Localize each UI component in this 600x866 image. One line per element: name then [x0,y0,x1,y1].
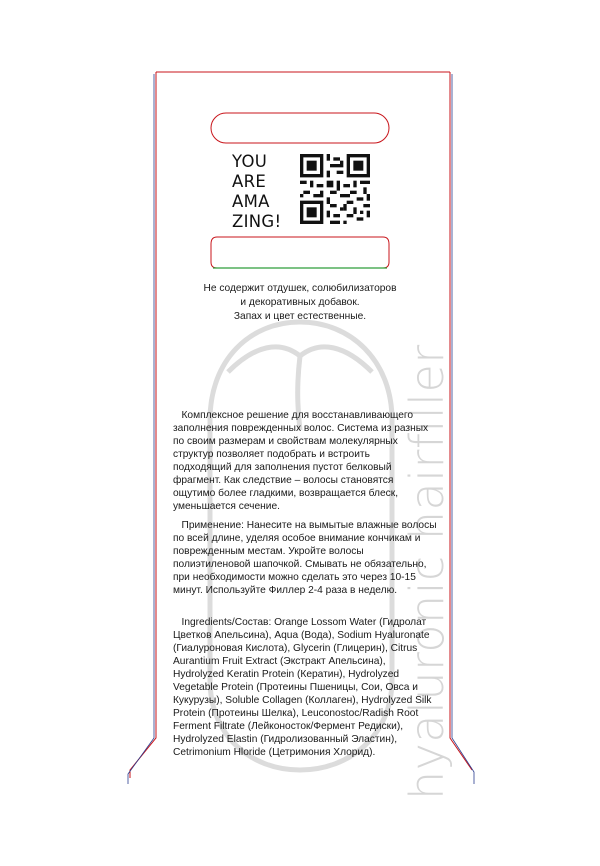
description-line: уменьшается сечение. [173,501,280,512]
usage-line: поврежденным местам. Укройте волосы [173,546,364,557]
you-are-amazing-slogan [232,152,296,232]
ingredients-line: Hydrolyzed Keratin Protein (Кератин), Hydrolyzed [173,669,400,680]
description-line: подходящий для заполнения пустот белковый [173,462,392,473]
ingredients-list [173,616,432,759]
slogan-line-4: ZING! [232,212,282,231]
usage-line: по всей длине, уделяя особое внимание кончикам и [173,533,421,544]
slogan-line-1: YOU [232,152,268,171]
no-fragrance-notice [155,282,445,324]
ingredients-line: Hydrolyzed Elastin (Гидролизованный Эластин), [173,734,398,745]
notice-line: Не содержит отдушек, солюбилизаторов [203,283,397,294]
notice-line: Запах и цвет естественные. [233,311,367,322]
slogan-line-3: AMA [232,192,270,211]
description-line: по своим размерам и свойствам молекулярных [173,436,398,447]
description-line: ощутимо более гладкими, возвращается блеск, [173,488,399,499]
ingredients-line: Vegetable Protein (Протеины Пшеницы, Сои, Овса и [173,682,418,693]
notice-line: и декоративных добавок. [240,297,360,308]
product-description [173,409,429,513]
ingredients-line: Aurantium Fruit Extract (Экстракт Апельсина), [173,656,386,667]
ingredients-line: Ferment Filtrate (Лейконосток/Фермент Редиски), [173,721,404,732]
description-line: заполнения поврежденных волос. Система из разных [173,423,429,434]
usage-line: полиэтиленовой шапочкой. Смывать не обязательно, [173,559,427,570]
usage-line: при необходимости можно сделать это через 10-15 [173,572,416,583]
usage-line: Применение: Нанесите на вымытые влажные волосы [173,520,437,531]
label-strip [211,237,389,268]
hyaluronic-hairfiller-watermark: hyaluronic hairfiller [400,344,454,800]
qr-code-icon[interactable] [300,154,370,224]
ingredients-line: Кукурузы), Soluble Collagen (Коллаген), Hydrolyzed Silk [173,695,432,706]
ingredients-line: (Гиалуроновая Кислота), Glycerin (Глицерин), Citrus [173,643,418,654]
slogan-line-2: ARE [232,172,267,191]
description-line: Комплексное решение для восстанавливающего [173,410,414,421]
description-line: структур позволяет подобрать и встроить [173,449,370,460]
ingredients-line: Цветков Апельсина), Aqua (Вода), Sodium Hyaluronate [173,630,430,641]
ingredients-line: Cetrimonium Hloride (Цетримония Хлорид). [173,747,376,758]
ingredients-line: Protein (Протеины Шелка), Leuconostoc/Radish Root [173,708,419,719]
hang-slot [211,113,389,143]
ingredients-line: Ingredients/Состав: Orange Lossom Water (Гидролат [173,617,427,628]
description-line: фрагмент. Как следствие – волосы становятся [173,475,394,486]
usage-line: минут. Используйте Филлер 2-4 раза в неделю. [173,585,398,596]
usage-instructions [173,519,437,597]
